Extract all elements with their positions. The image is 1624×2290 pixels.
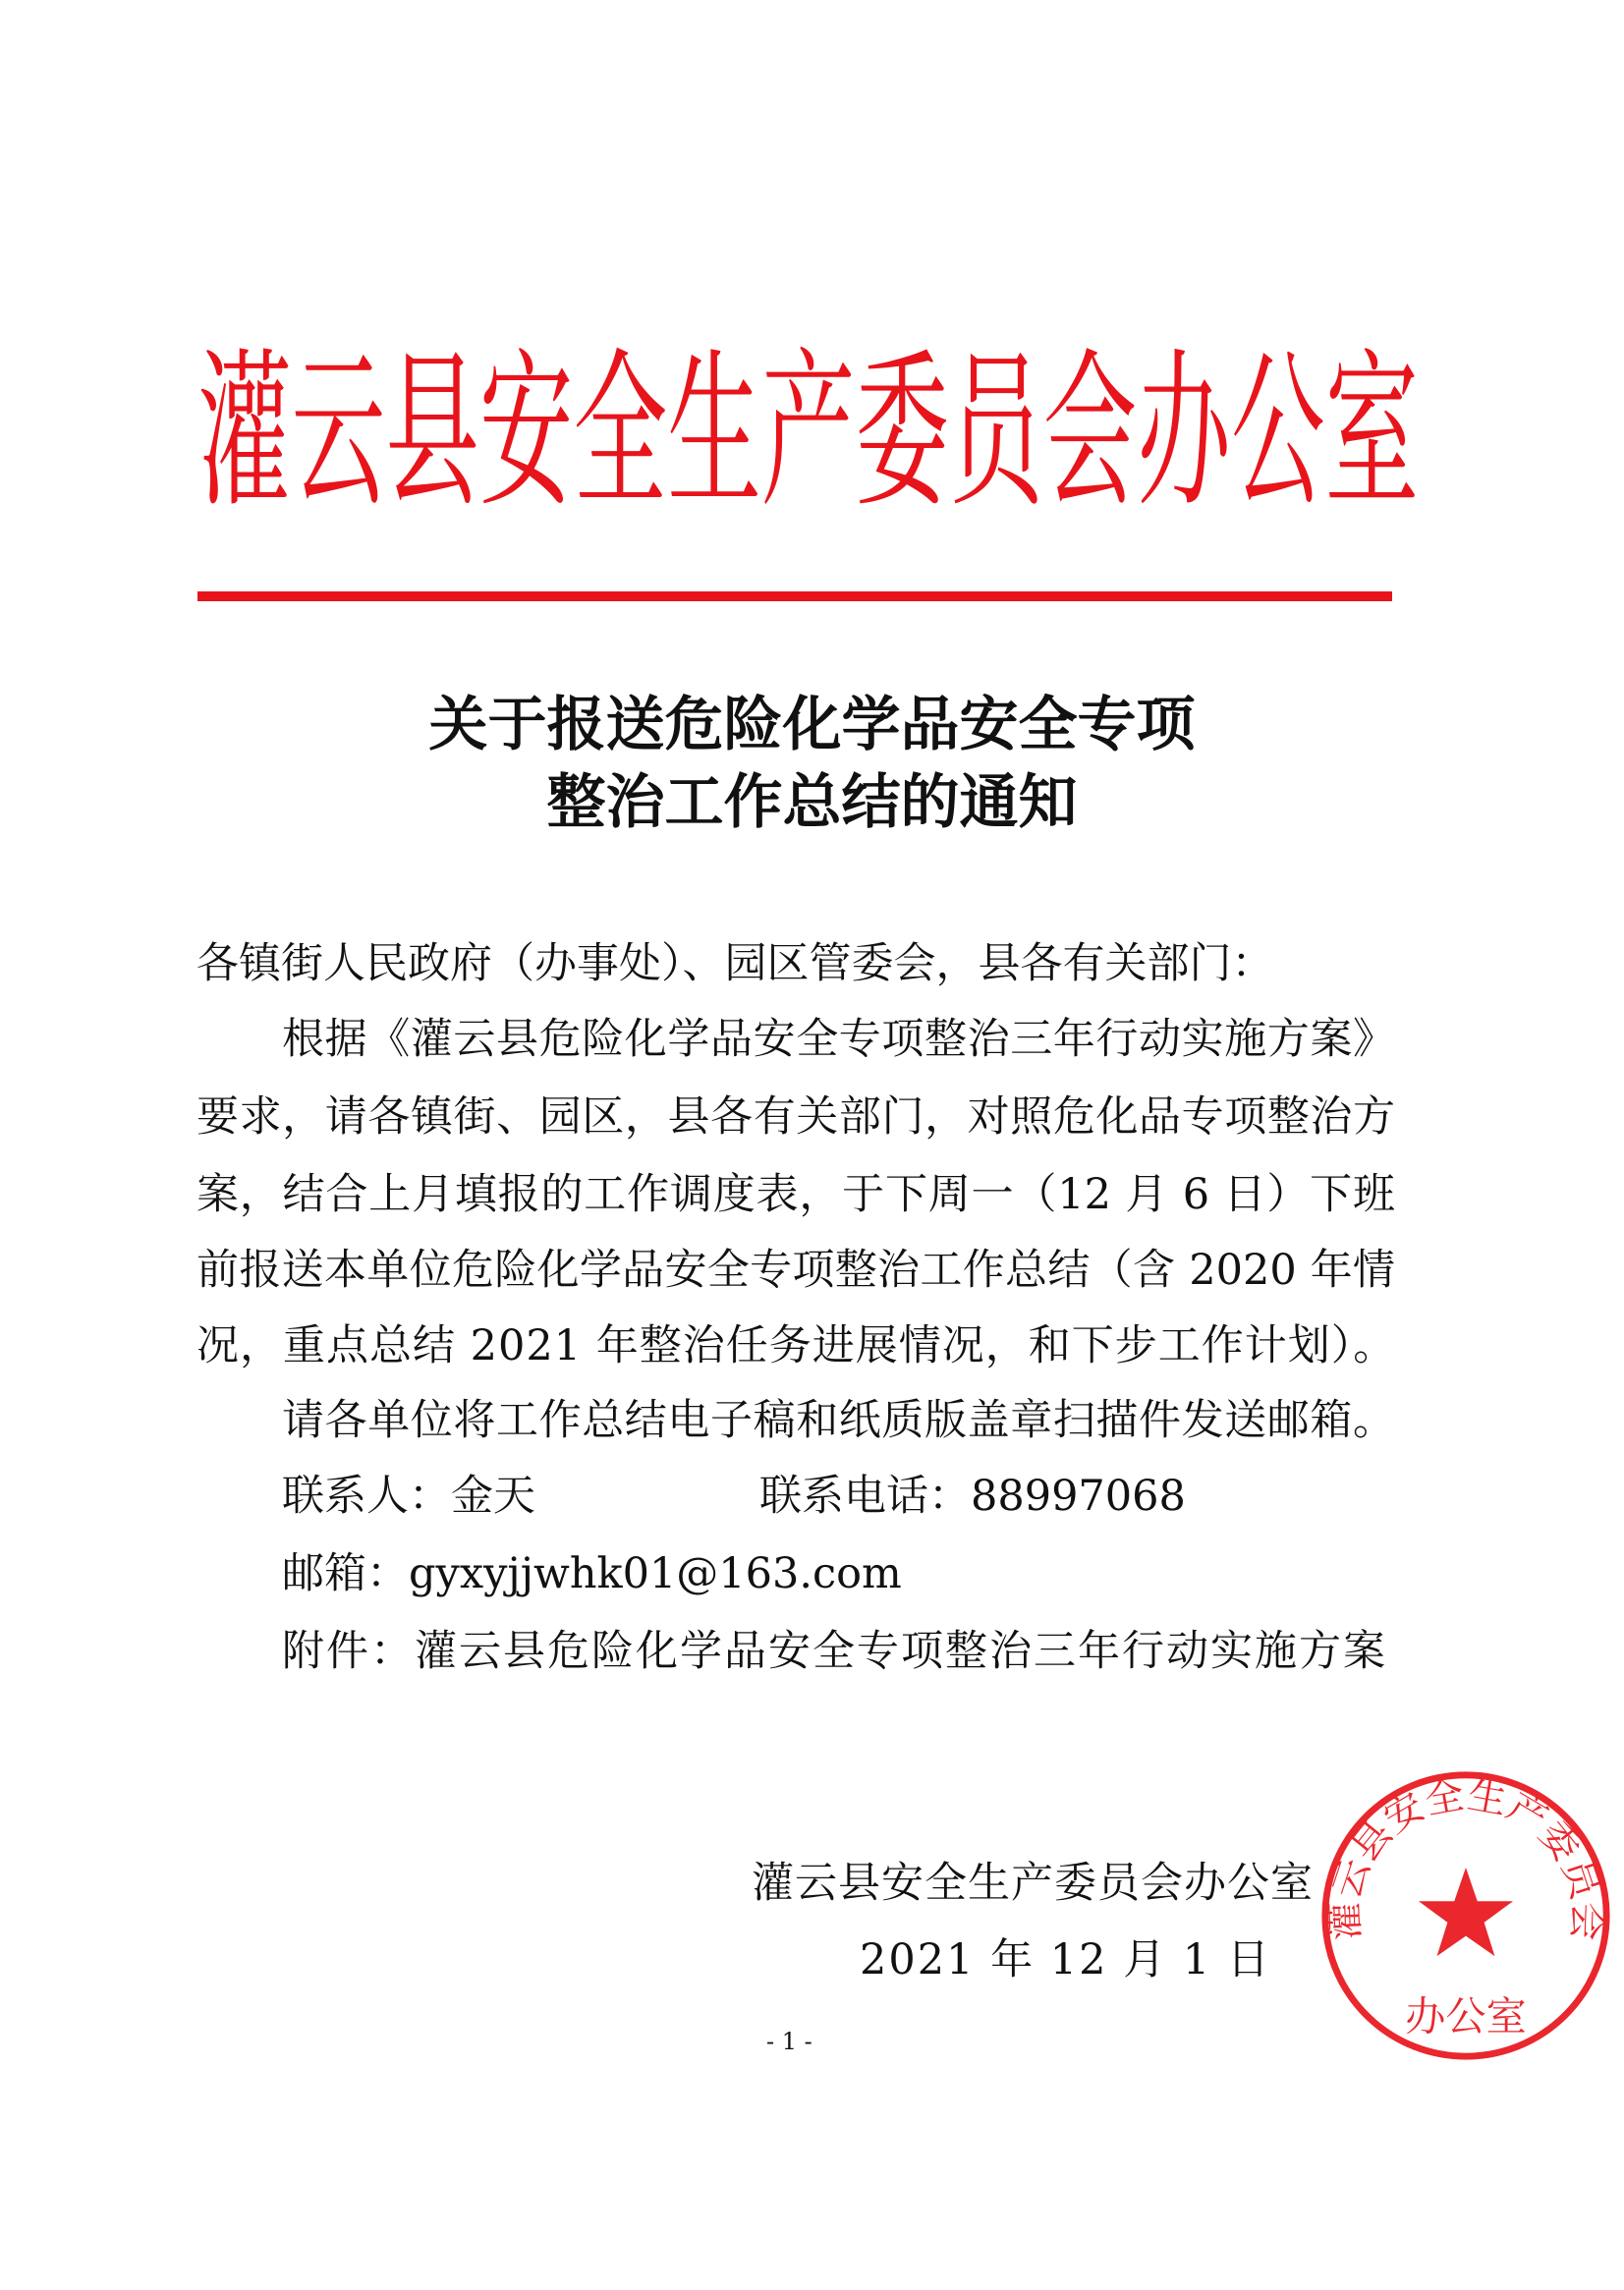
letterhead-divider — [197, 591, 1392, 601]
letterhead-text: 灌云县安全生产委员会办公室 — [197, 333, 1420, 531]
page-number: - 1 - — [766, 2028, 812, 2055]
document-title-line2: 整治工作总结的通知 — [546, 768, 1078, 837]
body-paragraph2: 请各单位将工作总结电子稿和纸质版盖章扫描件发送邮箱。 — [282, 1396, 1395, 1445]
attachment: 附件：灌云县危险化学品安全专项整治三年行动实施方案 — [282, 1627, 1387, 1676]
contact-email[interactable]: 邮箱：gyxyjjwhk01@163.com — [282, 1549, 902, 1598]
body-line: 前报送本单位危险化学品安全专项整治工作总结（含 2020 年情 — [196, 1246, 1395, 1295]
body-line: 根据《灌云县危险化学品安全专项整治三年行动实施方案》 — [282, 1015, 1395, 1064]
body-line: 案，结合上月填报的工作调度表，于下周一（12 月 6 日）下班 — [196, 1170, 1395, 1219]
seal-ring-text: 灌云县安全生产委员会 — [1322, 1772, 1609, 1941]
document-title-line1: 关于报送危险化学品安全专项 — [428, 691, 1196, 759]
seal-bottom-text: 办公室 — [1405, 1992, 1527, 2040]
star-icon — [1419, 1868, 1513, 1956]
body-line: 要求，请各镇街、园区，县各有关部门，对照危化品专项整治方 — [196, 1092, 1395, 1142]
letterhead-organization — [197, 333, 1420, 531]
contact-phone: 联系电话：88997068 — [759, 1472, 1186, 1521]
contact-person: 联系人：金天 — [282, 1472, 535, 1521]
signature-date: 2021 年 12 月 1 日 — [860, 1935, 1271, 1984]
body-line: 况，重点总结 2021 年整治任务进展情况，和下步工作计划）。 — [196, 1321, 1397, 1370]
signature-organization: 灌云县安全生产委员会办公室 — [752, 1859, 1314, 1908]
salutation: 各镇街人民政府（办事处）、园区管委会，县各有关部门： — [196, 939, 1274, 988]
official-seal — [1318, 1768, 1613, 2063]
